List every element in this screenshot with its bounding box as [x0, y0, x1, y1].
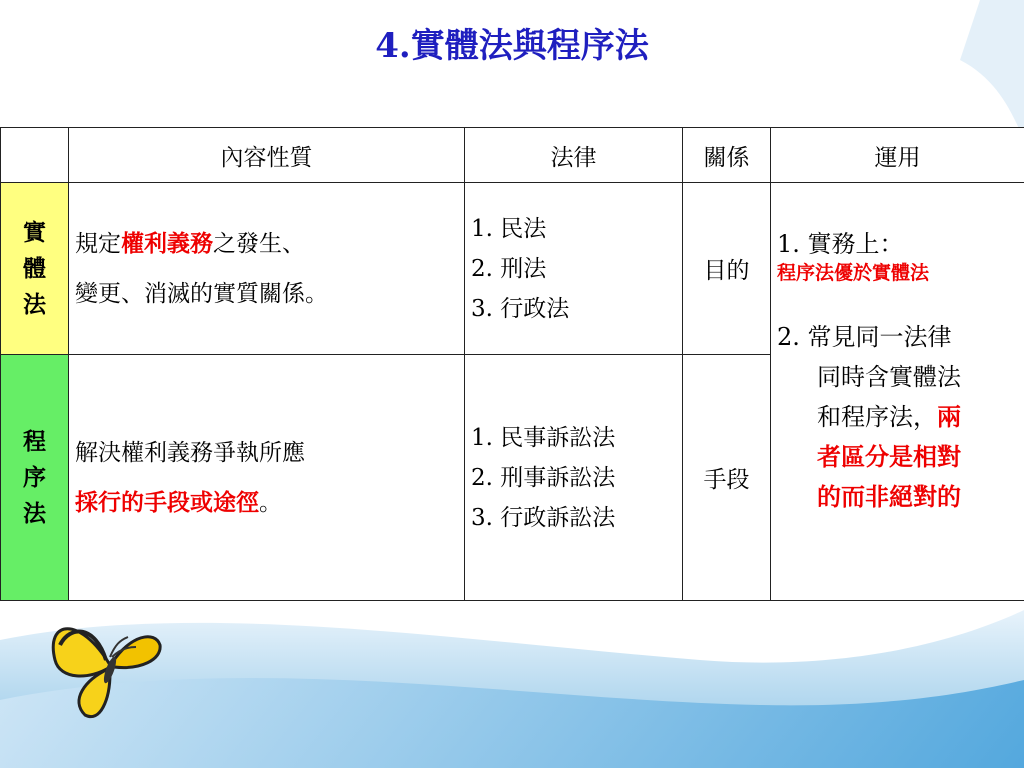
- side-char: 法: [23, 499, 46, 527]
- law-comparison-table: [0, 127, 1024, 601]
- side-char: 體: [23, 254, 46, 282]
- substantive-law-label: [1, 183, 69, 355]
- substantive-laws-list: [465, 183, 683, 355]
- usage-item-2: 2. 常見同一法律 同時含實體法 和程序法，兩 者區分是相對 的而非絕對的: [777, 323, 961, 511]
- usage-item-1: 1. 實務上：: [777, 230, 904, 258]
- content-line: 解決權利義務爭執所應: [75, 439, 305, 466]
- list-item: 2. 刑事訴訟法: [471, 464, 616, 491]
- substantive-law-row: [1, 183, 1024, 355]
- substantive-relation: 目的: [683, 183, 771, 355]
- header-corner-cell: [1, 128, 69, 183]
- substantive-content: [69, 183, 465, 355]
- side-char: 序: [23, 463, 46, 491]
- side-char: 法: [23, 290, 46, 318]
- side-char: 程: [23, 427, 46, 455]
- procedural-relation: 手段: [683, 355, 771, 601]
- table-header-row: [1, 128, 1024, 183]
- butterfly-icon: [40, 605, 180, 725]
- side-char: 實: [23, 218, 46, 246]
- list-item: 3. 行政訴訟法: [471, 504, 616, 531]
- header-content-nature: 內容性質: [69, 128, 465, 183]
- page-title: 4.實體法與程序法: [375, 26, 649, 66]
- content-line: 採行的手段或途徑。: [75, 488, 282, 516]
- content-line: 規定權利義務之發生、: [75, 229, 305, 257]
- procedural-content: [69, 355, 465, 601]
- list-item: 1. 民法: [471, 215, 547, 242]
- content-line: 變更、消滅的實質關係。: [75, 280, 328, 307]
- header-law: 法律: [465, 128, 683, 183]
- usage-item-1-note: 程序法優於實體法: [777, 262, 930, 284]
- list-item: 2. 刑法: [471, 255, 547, 282]
- header-usage: 運用: [771, 128, 1024, 183]
- usage-cell: [771, 183, 1024, 601]
- procedural-law-label: [1, 355, 69, 601]
- procedural-laws-list: [465, 355, 683, 601]
- header-relation: 關係: [683, 128, 771, 183]
- list-item: 3. 行政法: [471, 295, 570, 322]
- list-item: 1. 民事訴訟法: [471, 424, 616, 451]
